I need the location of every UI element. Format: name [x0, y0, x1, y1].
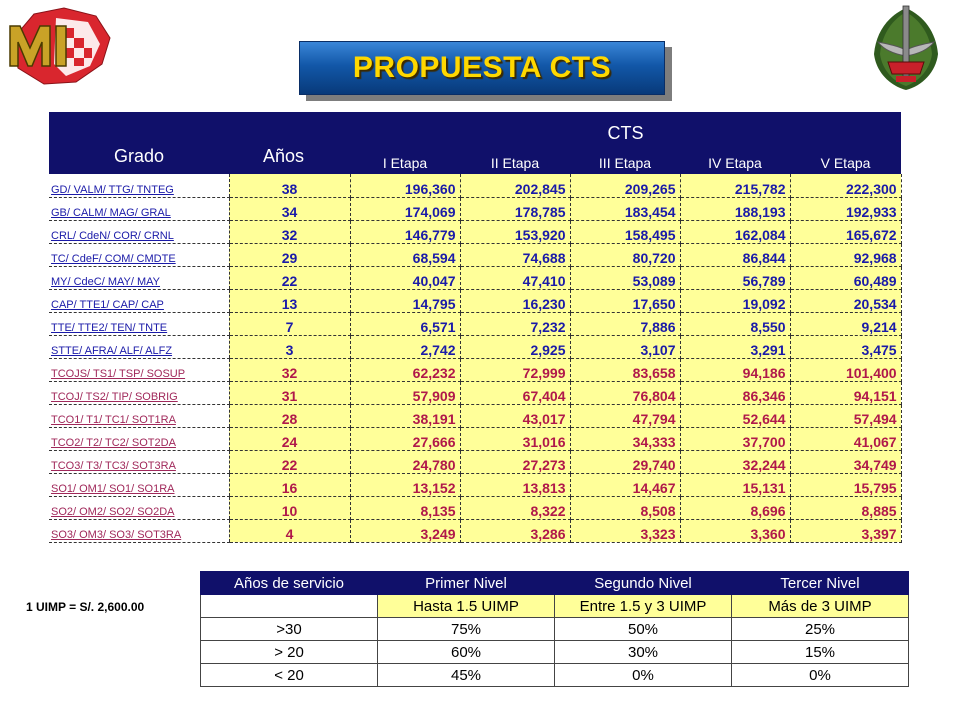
service-header-cell: Segundo Nivel: [555, 572, 732, 595]
service-cell: 60%: [378, 641, 555, 664]
table-row: [49, 496, 901, 519]
etapa-value-cell: 3,475: [790, 335, 901, 358]
etapa-value-cell: 27,273: [460, 450, 570, 473]
service-cell: 45%: [378, 664, 555, 687]
etapa-value-cell: 146,779: [350, 220, 460, 243]
etapa-value-cell: 8,135: [350, 496, 460, 519]
etapa-value-cell: 27,666: [350, 427, 460, 450]
etapa-value-cell: 24,780: [350, 450, 460, 473]
etapa-value-cell: 7,232: [460, 312, 570, 335]
etapa-value-cell: 29,740: [570, 450, 680, 473]
anos-cell: 10: [229, 496, 350, 519]
header-spacer: [229, 112, 350, 146]
col-header-etapa-5: V Etapa: [790, 146, 901, 174]
etapa-value-cell: 14,467: [570, 473, 680, 496]
service-cell: 0%: [732, 664, 909, 687]
table-row: [49, 243, 901, 266]
table-row: [49, 174, 901, 197]
table-row: [49, 220, 901, 243]
cts-table: [49, 112, 902, 543]
anos-cell: 31: [229, 381, 350, 404]
etapa-value-cell: 222,300: [790, 174, 901, 197]
etapa-value-cell: 7,886: [570, 312, 680, 335]
grado-cell: SO2/ OM2/ SO2/ SO2DA: [49, 496, 229, 519]
service-header-cell: Primer Nivel: [378, 572, 555, 595]
col-header-etapa-1: I Etapa: [350, 146, 460, 174]
anos-cell: 32: [229, 220, 350, 243]
table-row: [49, 404, 901, 427]
grado-cell: TCO1/ T1/ TC1/ SOT1RA: [49, 404, 229, 427]
etapa-value-cell: 3,397: [790, 519, 901, 542]
table-row: [49, 335, 901, 358]
service-subheader-row: [201, 595, 909, 618]
etapa-value-cell: 16,230: [460, 289, 570, 312]
anos-cell: 28: [229, 404, 350, 427]
service-header-cell: Años de servicio: [201, 572, 378, 595]
service-table: [200, 571, 909, 687]
etapa-value-cell: 17,650: [570, 289, 680, 312]
etapa-value-cell: 52,644: [680, 404, 790, 427]
etapa-value-cell: 83,658: [570, 358, 680, 381]
etapa-value-cell: 47,410: [460, 266, 570, 289]
anos-cell: 3: [229, 335, 350, 358]
grado-cell: TCOJS/ TS1/ TSP/ SOSUP: [49, 358, 229, 381]
table-row: [49, 381, 901, 404]
table-row: [49, 266, 901, 289]
service-cell: 0%: [555, 664, 732, 687]
anos-cell: 38: [229, 174, 350, 197]
service-header-row: [201, 572, 909, 595]
grado-cell: TCOJ/ TS2/ TIP/ SOBRIG: [49, 381, 229, 404]
table-row: [49, 289, 901, 312]
etapa-value-cell: 188,193: [680, 197, 790, 220]
etapa-value-cell: 3,291: [680, 335, 790, 358]
table-row: [49, 358, 901, 381]
service-cell: 75%: [378, 618, 555, 641]
etapa-value-cell: 183,454: [570, 197, 680, 220]
service-row: [201, 618, 909, 641]
anos-cell: 22: [229, 450, 350, 473]
etapa-value-cell: 8,550: [680, 312, 790, 335]
etapa-value-cell: 202,845: [460, 174, 570, 197]
service-row: [201, 664, 909, 687]
anos-cell: 22: [229, 266, 350, 289]
grado-cell: MY/ CdeC/ MAY/ MAY: [49, 266, 229, 289]
grado-cell: TTE/ TTE2/ TEN/ TNTE: [49, 312, 229, 335]
etapa-value-cell: 13,813: [460, 473, 570, 496]
service-cell: 25%: [732, 618, 909, 641]
etapa-value-cell: 76,804: [570, 381, 680, 404]
page-title: PROPUESTA CTS: [352, 51, 612, 84]
etapa-value-cell: 162,084: [680, 220, 790, 243]
grado-cell: CRL/ CdeN/ COR/ CRNL: [49, 220, 229, 243]
service-subheader-cell: Entre 1.5 y 3 UIMP: [555, 595, 732, 618]
grado-cell: SO3/ OM3/ SO3/ SOT3RA: [49, 519, 229, 542]
etapa-value-cell: 15,795: [790, 473, 901, 496]
etapa-value-cell: 8,696: [680, 496, 790, 519]
etapa-value-cell: 56,789: [680, 266, 790, 289]
etapa-value-cell: 62,232: [350, 358, 460, 381]
uimp-note: 1 UIMP = S/. 2,600.00: [26, 600, 145, 614]
col-header-etapa-4: IV Etapa: [680, 146, 790, 174]
table-row: [49, 519, 901, 542]
etapa-value-cell: 41,067: [790, 427, 901, 450]
table-row: [49, 473, 901, 496]
etapa-value-cell: 37,700: [680, 427, 790, 450]
etapa-value-cell: 86,346: [680, 381, 790, 404]
etapa-value-cell: 80,720: [570, 243, 680, 266]
anos-cell: 29: [229, 243, 350, 266]
anos-cell: 4: [229, 519, 350, 542]
anos-cell: 34: [229, 197, 350, 220]
etapa-value-cell: 34,333: [570, 427, 680, 450]
service-subheader-cell: [201, 595, 378, 618]
anos-cell: 32: [229, 358, 350, 381]
etapa-value-cell: 153,920: [460, 220, 570, 243]
col-header-etapa-3: III Etapa: [570, 146, 680, 174]
etapa-value-cell: 43,017: [460, 404, 570, 427]
anos-cell: 16: [229, 473, 350, 496]
header-row-top: [49, 112, 901, 146]
etapa-value-cell: 158,495: [570, 220, 680, 243]
etapa-value-cell: 47,794: [570, 404, 680, 427]
etapa-value-cell: 57,494: [790, 404, 901, 427]
army-emblem-logo: [858, 2, 954, 94]
etapa-value-cell: 3,360: [680, 519, 790, 542]
etapa-value-cell: 20,534: [790, 289, 901, 312]
table-row: [49, 312, 901, 335]
etapa-value-cell: 94,186: [680, 358, 790, 381]
etapa-value-cell: 60,489: [790, 266, 901, 289]
etapa-value-cell: 192,933: [790, 197, 901, 220]
etapa-value-cell: 8,508: [570, 496, 680, 519]
etapa-value-cell: 2,742: [350, 335, 460, 358]
grado-cell: TCO2/ T2/ TC2/ SOT2DA: [49, 427, 229, 450]
etapa-value-cell: 8,885: [790, 496, 901, 519]
service-header-cell: Tercer Nivel: [732, 572, 909, 595]
etapa-value-cell: 57,909: [350, 381, 460, 404]
table-row: [49, 450, 901, 473]
mi-logo: [4, 4, 116, 88]
service-cell: 30%: [555, 641, 732, 664]
etapa-value-cell: 178,785: [460, 197, 570, 220]
etapa-value-cell: 14,795: [350, 289, 460, 312]
etapa-value-cell: 15,131: [680, 473, 790, 496]
etapa-value-cell: 40,047: [350, 266, 460, 289]
etapa-value-cell: 8,322: [460, 496, 570, 519]
header-row-bottom: [49, 146, 901, 174]
etapa-value-cell: 165,672: [790, 220, 901, 243]
service-subheader-cell: Más de 3 UIMP: [732, 595, 909, 618]
service-cell: < 20: [201, 664, 378, 687]
etapa-value-cell: 32,244: [680, 450, 790, 473]
etapa-value-cell: 3,323: [570, 519, 680, 542]
etapa-value-cell: 3,286: [460, 519, 570, 542]
grado-cell: CAP/ TTE1/ CAP/ CAP: [49, 289, 229, 312]
etapa-value-cell: 3,107: [570, 335, 680, 358]
etapa-value-cell: 9,214: [790, 312, 901, 335]
col-header-etapa-2: II Etapa: [460, 146, 570, 174]
service-subheader-cell: Hasta 1.5 UIMP: [378, 595, 555, 618]
etapa-value-cell: 215,782: [680, 174, 790, 197]
grado-cell: TCO3/ T3/ TC3/ SOT3RA: [49, 450, 229, 473]
service-cell: >30: [201, 618, 378, 641]
anos-cell: 13: [229, 289, 350, 312]
etapa-value-cell: 101,400: [790, 358, 901, 381]
etapa-value-cell: 68,594: [350, 243, 460, 266]
etapa-value-cell: 74,688: [460, 243, 570, 266]
service-cell: 50%: [555, 618, 732, 641]
etapa-value-cell: 3,249: [350, 519, 460, 542]
service-cell: > 20: [201, 641, 378, 664]
etapa-value-cell: 67,404: [460, 381, 570, 404]
etapa-value-cell: 53,089: [570, 266, 680, 289]
grado-cell: GB/ CALM/ MAG/ GRAL: [49, 197, 229, 220]
anos-cell: 24: [229, 427, 350, 450]
etapa-value-cell: 34,749: [790, 450, 901, 473]
table-row: [49, 427, 901, 450]
col-header-grado: Grado: [49, 146, 229, 174]
service-row: [201, 641, 909, 664]
etapa-value-cell: 6,571: [350, 312, 460, 335]
etapa-value-cell: 86,844: [680, 243, 790, 266]
etapa-value-cell: 31,016: [460, 427, 570, 450]
anos-cell: 7: [229, 312, 350, 335]
etapa-value-cell: 174,069: [350, 197, 460, 220]
grado-cell: TC/ CdeF/ COM/ CMDTE: [49, 243, 229, 266]
grado-cell: SO1/ OM1/ SO1/ SO1RA: [49, 473, 229, 496]
etapa-value-cell: 92,968: [790, 243, 901, 266]
etapa-value-cell: 196,360: [350, 174, 460, 197]
etapa-value-cell: 209,265: [570, 174, 680, 197]
col-header-anos: Años: [229, 146, 350, 174]
header-spacer: [49, 112, 229, 146]
cts-group-header: CTS: [350, 112, 901, 146]
grado-cell: STTE/ AFRA/ ALF/ ALFZ: [49, 335, 229, 358]
etapa-value-cell: 72,999: [460, 358, 570, 381]
etapa-value-cell: 13,152: [350, 473, 460, 496]
table-row: [49, 197, 901, 220]
etapa-value-cell: 38,191: [350, 404, 460, 427]
etapa-value-cell: 94,151: [790, 381, 901, 404]
etapa-value-cell: 2,925: [460, 335, 570, 358]
title-banner: [299, 41, 665, 95]
service-cell: 15%: [732, 641, 909, 664]
grado-cell: GD/ VALM/ TTG/ TNTEG: [49, 174, 229, 197]
etapa-value-cell: 19,092: [680, 289, 790, 312]
